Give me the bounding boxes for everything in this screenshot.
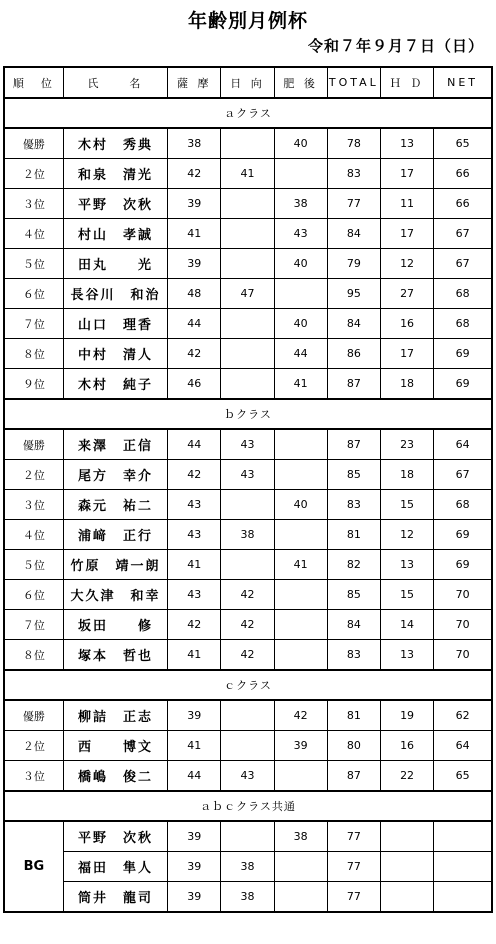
handicap: [380, 882, 433, 913]
total-score: 83: [327, 640, 380, 671]
player-name: 木村 純子: [63, 369, 167, 400]
satsuma-score: 42: [168, 159, 221, 189]
net-score: 70: [434, 610, 492, 640]
hyuga-score: 38: [221, 520, 274, 550]
total-score: 84: [327, 219, 380, 249]
total-score: 83: [327, 490, 380, 520]
handicap: [380, 821, 433, 852]
player-name: 来澤 正信: [63, 429, 167, 460]
section-header-row: [4, 399, 492, 429]
player-name: 塚本 哲也: [63, 640, 167, 671]
satsuma-score: 39: [168, 882, 221, 913]
player-name: 木村 秀典: [63, 128, 167, 159]
player-name: 中村 清人: [63, 339, 167, 369]
higo-score: 39: [274, 731, 327, 761]
table-row: [4, 128, 492, 159]
hyuga-score: [221, 821, 274, 852]
net-score: 64: [434, 731, 492, 761]
handicap: 16: [380, 731, 433, 761]
higo-score: 42: [274, 700, 327, 731]
higo-score: 38: [274, 821, 327, 852]
section-header-row: [4, 98, 492, 128]
table-row: [4, 429, 492, 460]
table-row: [4, 852, 492, 882]
player-name: 村山 孝誠: [63, 219, 167, 249]
satsuma-score: 39: [168, 189, 221, 219]
higo-score: [274, 520, 327, 550]
header-hd: Ｈ Ｄ: [380, 67, 433, 98]
player-name: 浦﨑 正行: [63, 520, 167, 550]
player-name: 福田 隼人: [63, 852, 167, 882]
satsuma-score: 48: [168, 279, 221, 309]
rank-cell: ８位: [4, 339, 63, 369]
total-score: 77: [327, 189, 380, 219]
bg-group-label: BG: [4, 821, 63, 912]
table-row: [4, 309, 492, 339]
rank-cell: ９位: [4, 369, 63, 400]
net-score: 69: [434, 369, 492, 400]
net-score: 67: [434, 460, 492, 490]
hyuga-score: [221, 128, 274, 159]
table-row: [4, 580, 492, 610]
rank-cell: ７位: [4, 610, 63, 640]
higo-score: [274, 852, 327, 882]
satsuma-score: 39: [168, 700, 221, 731]
hyuga-score: 42: [221, 640, 274, 671]
satsuma-score: 41: [168, 731, 221, 761]
handicap: 13: [380, 550, 433, 580]
higo-score: 41: [274, 550, 327, 580]
header-hyuga: 日 向: [221, 67, 274, 98]
section-label: ｂクラス: [4, 399, 492, 429]
higo-score: [274, 279, 327, 309]
handicap: 17: [380, 339, 433, 369]
handicap: 13: [380, 640, 433, 671]
satsuma-score: 43: [168, 520, 221, 550]
satsuma-score: 41: [168, 640, 221, 671]
total-score: 85: [327, 460, 380, 490]
higo-score: [274, 610, 327, 640]
net-score: 65: [434, 128, 492, 159]
handicap: 12: [380, 520, 433, 550]
table-row: [4, 821, 492, 852]
results-table: [3, 66, 493, 913]
hyuga-score: 42: [221, 610, 274, 640]
player-name: 竹原 靖一朗: [63, 550, 167, 580]
total-score: 80: [327, 731, 380, 761]
handicap: 18: [380, 369, 433, 400]
header-satsuma: 薩 摩: [168, 67, 221, 98]
rank-cell: ６位: [4, 279, 63, 309]
satsuma-score: 42: [168, 460, 221, 490]
player-name: 筒井 龍司: [63, 882, 167, 913]
net-score: 70: [434, 640, 492, 671]
player-name: 大久津 和幸: [63, 580, 167, 610]
total-score: 77: [327, 852, 380, 882]
higo-score: 41: [274, 369, 327, 400]
higo-score: [274, 159, 327, 189]
net-score: 69: [434, 550, 492, 580]
hyuga-score: 43: [221, 429, 274, 460]
total-score: 81: [327, 700, 380, 731]
higo-score: 44: [274, 339, 327, 369]
higo-score: [274, 761, 327, 792]
satsuma-score: 46: [168, 369, 221, 400]
hyuga-score: [221, 219, 274, 249]
hyuga-score: 42: [221, 580, 274, 610]
higo-score: [274, 640, 327, 671]
net-score: 66: [434, 159, 492, 189]
satsuma-score: 44: [168, 309, 221, 339]
satsuma-score: 38: [168, 128, 221, 159]
rank-cell: ３位: [4, 189, 63, 219]
higo-score: [274, 580, 327, 610]
net-score: [434, 882, 492, 913]
satsuma-score: 43: [168, 580, 221, 610]
header-net: NET: [434, 67, 492, 98]
satsuma-score: 39: [168, 852, 221, 882]
net-score: 64: [434, 429, 492, 460]
rank-cell: ５位: [4, 249, 63, 279]
total-score: 79: [327, 249, 380, 279]
satsuma-score: 43: [168, 490, 221, 520]
net-score: 62: [434, 700, 492, 731]
net-score: [434, 821, 492, 852]
hyuga-score: 43: [221, 460, 274, 490]
table-row: [4, 761, 492, 792]
table-row: [4, 460, 492, 490]
player-name: 和泉 清光: [63, 159, 167, 189]
total-score: 78: [327, 128, 380, 159]
handicap: 18: [380, 460, 433, 490]
table-row: [4, 700, 492, 731]
net-score: 68: [434, 309, 492, 339]
hyuga-score: [221, 369, 274, 400]
net-score: [434, 852, 492, 882]
satsuma-score: 39: [168, 249, 221, 279]
header-name: 氏 名: [63, 67, 167, 98]
handicap: 27: [380, 279, 433, 309]
table-row: [4, 279, 492, 309]
hyuga-score: [221, 339, 274, 369]
rank-cell: ４位: [4, 219, 63, 249]
handicap: 11: [380, 189, 433, 219]
total-score: 84: [327, 610, 380, 640]
hyuga-score: [221, 490, 274, 520]
table-row: [4, 189, 492, 219]
table-body: [4, 98, 492, 912]
hyuga-score: 41: [221, 159, 274, 189]
table-row: [4, 731, 492, 761]
rank-cell: 優勝: [4, 700, 63, 731]
header-rank: 順 位: [4, 67, 63, 98]
net-score: 67: [434, 249, 492, 279]
handicap: 14: [380, 610, 433, 640]
higo-score: [274, 460, 327, 490]
section-header-row: [4, 670, 492, 700]
rank-cell: ４位: [4, 520, 63, 550]
total-score: 87: [327, 761, 380, 792]
player-name: 長谷川 和治: [63, 279, 167, 309]
net-score: 68: [434, 490, 492, 520]
satsuma-score: 41: [168, 550, 221, 580]
satsuma-score: 42: [168, 339, 221, 369]
event-date: 令和７年９月７日（日）: [307, 37, 484, 55]
section-label: ａクラス: [4, 98, 492, 128]
player-name: 平野 次秋: [63, 821, 167, 852]
total-score: 77: [327, 882, 380, 913]
table-row: [4, 520, 492, 550]
hyuga-score: 38: [221, 852, 274, 882]
player-name: 尾方 幸介: [63, 460, 167, 490]
net-score: 66: [434, 189, 492, 219]
rank-cell: ２位: [4, 460, 63, 490]
net-score: 67: [434, 219, 492, 249]
total-score: 81: [327, 520, 380, 550]
table-row: [4, 640, 492, 671]
hyuga-score: [221, 309, 274, 339]
section-header-row: [4, 791, 492, 821]
player-name: 平野 次秋: [63, 189, 167, 219]
net-score: 70: [434, 580, 492, 610]
higo-score: [274, 882, 327, 913]
higo-score: 40: [274, 128, 327, 159]
header-higo: 肥 後: [274, 67, 327, 98]
hyuga-score: [221, 249, 274, 279]
net-score: 65: [434, 761, 492, 792]
hyuga-score: [221, 189, 274, 219]
handicap: 15: [380, 580, 433, 610]
player-name: 森元 祐二: [63, 490, 167, 520]
satsuma-score: 41: [168, 219, 221, 249]
handicap: 17: [380, 159, 433, 189]
total-score: 84: [327, 309, 380, 339]
rank-cell: ８位: [4, 640, 63, 671]
player-name: 西 博文: [63, 731, 167, 761]
table-row: [4, 339, 492, 369]
handicap: 16: [380, 309, 433, 339]
handicap: 13: [380, 128, 433, 159]
handicap: 23: [380, 429, 433, 460]
player-name: 山口 理香: [63, 309, 167, 339]
section-label: ａｂｃクラス共通: [4, 791, 492, 821]
table-row: [4, 369, 492, 400]
higo-score: [274, 429, 327, 460]
rank-cell: ２位: [4, 731, 63, 761]
hyuga-score: [221, 731, 274, 761]
total-score: 95: [327, 279, 380, 309]
rank-cell: 優勝: [4, 429, 63, 460]
net-score: 68: [434, 279, 492, 309]
total-score: 86: [327, 339, 380, 369]
hyuga-score: 38: [221, 882, 274, 913]
handicap: 22: [380, 761, 433, 792]
page-title: 年齢別月例杯: [187, 10, 308, 32]
table-row: [4, 610, 492, 640]
rank-cell: ６位: [4, 580, 63, 610]
section-label: ｃクラス: [4, 670, 492, 700]
table-row: [4, 490, 492, 520]
table-row: [4, 159, 492, 189]
higo-score: 40: [274, 309, 327, 339]
rank-cell: ７位: [4, 309, 63, 339]
higo-score: 38: [274, 189, 327, 219]
player-name: 橋嶋 俊二: [63, 761, 167, 792]
handicap: [380, 852, 433, 882]
table-row: [4, 249, 492, 279]
satsuma-score: 44: [168, 761, 221, 792]
table-row: [4, 882, 492, 913]
net-score: 69: [434, 520, 492, 550]
total-score: 87: [327, 369, 380, 400]
satsuma-score: 42: [168, 610, 221, 640]
higo-score: 40: [274, 249, 327, 279]
header-row: [4, 67, 492, 98]
total-score: 83: [327, 159, 380, 189]
player-name: 田丸 光: [63, 249, 167, 279]
rank-cell: ３位: [4, 761, 63, 792]
hyuga-score: [221, 700, 274, 731]
hyuga-score: 47: [221, 279, 274, 309]
rank-cell: ５位: [4, 550, 63, 580]
higo-score: 40: [274, 490, 327, 520]
handicap: 17: [380, 219, 433, 249]
rank-cell: ２位: [4, 159, 63, 189]
net-score: 69: [434, 339, 492, 369]
handicap: 12: [380, 249, 433, 279]
rank-cell: ３位: [4, 490, 63, 520]
header-total: TOTAL: [327, 67, 380, 98]
player-name: 柳詰 正志: [63, 700, 167, 731]
table-row: [4, 219, 492, 249]
table-row: [4, 550, 492, 580]
player-name: 坂田 修: [63, 610, 167, 640]
handicap: 19: [380, 700, 433, 731]
total-score: 77: [327, 821, 380, 852]
total-score: 85: [327, 580, 380, 610]
hyuga-score: [221, 550, 274, 580]
satsuma-score: 39: [168, 821, 221, 852]
hyuga-score: 43: [221, 761, 274, 792]
total-score: 82: [327, 550, 380, 580]
rank-cell: 優勝: [4, 128, 63, 159]
higo-score: 43: [274, 219, 327, 249]
total-score: 87: [327, 429, 380, 460]
satsuma-score: 44: [168, 429, 221, 460]
handicap: 15: [380, 490, 433, 520]
